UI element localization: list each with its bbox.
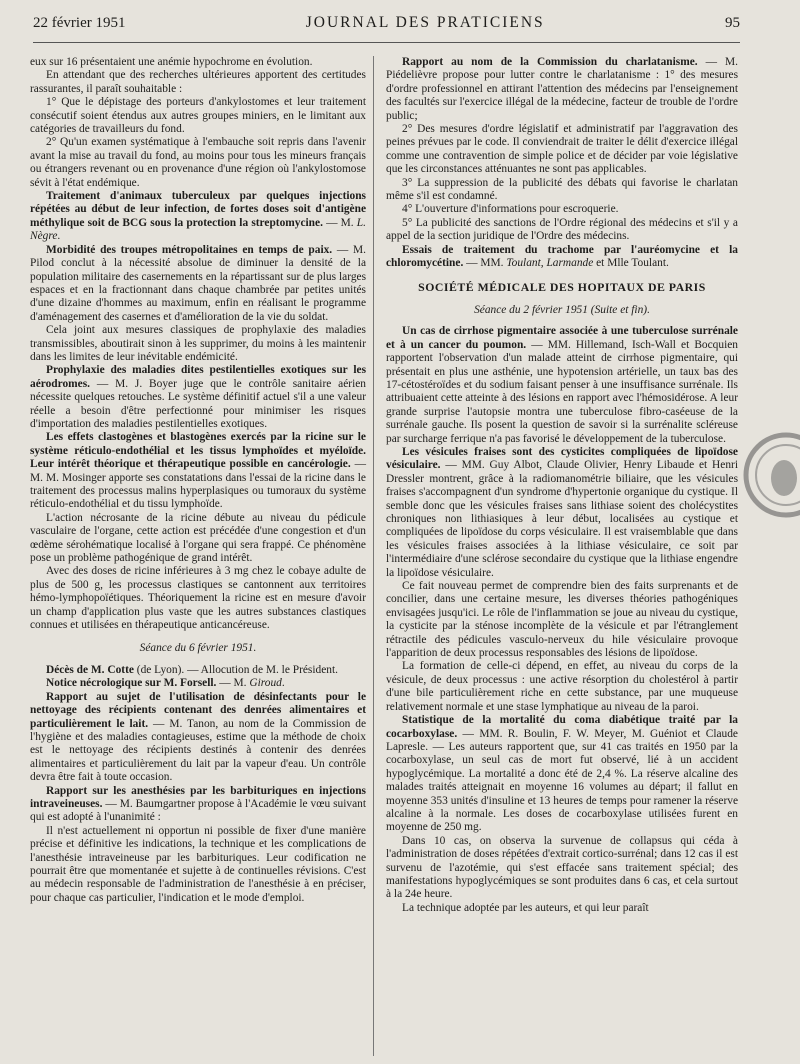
section-heading: SOCIÉTÉ MÉDICALE DES HOPITAUX DE PARIS	[418, 279, 706, 294]
paragraph-text: Il n'est actuellement ni opportun ni possible de fixer d'une manière précise et définitive les indications, la technique et les complications de l'anesthésie intraveineuse par les barbituriques. Leur codification ne pourrait être que momentanée et sujette à de continuelles révisions. C'est au médecin responsable de l'administration de l'anesthésie à en préciser, pour chaque cas particulier, l'indication et le mode d'emploi.	[30, 824, 366, 904]
paragraph	[386, 902, 738, 915]
paragraph-title: Décès de M. Cotte	[46, 663, 134, 676]
paragraph-text: En attendant que des recherches ultérieures apportent des certitudes rassurantes, il paraît souhaitable :	[30, 69, 366, 95]
paragraph-title: Les vésicules fraises sont des cysticites compliquées de lipoïdose vésiculaire.	[386, 445, 738, 472]
paragraph-title: Essais de traitement du trachome par l'auréomycine et la chloromycétine.	[386, 243, 738, 270]
paragraph-text: — M. Tanon, au nom de la Commission de l'hygiène et des maladies contagieuses, estime que la méthode de choix est le nettoyage des récipients destinés à contenir des denrées alimentaires et particulièrement du lait par la vapeur d'eau. Un contrôle devra être fait à toute occasion.	[30, 717, 367, 784]
paragraph	[386, 217, 738, 244]
paragraph	[30, 825, 366, 905]
paragraph	[30, 190, 366, 244]
paragraph-text: et Mlle Toulant.	[593, 257, 669, 270]
paragraph-title: Rapport au nom de la Commission du charlatanisme.	[402, 56, 698, 68]
paragraph-text: — MM. Guy Albot, Claude Olivier, Henry Libaude et Henri Dressler montrent, grâce à la radiomanométrie biliaire, que les vésicules fraises s'accompagnent d'un syndrome d'hypertonie organique du cystique. Il semble donc que les vésicules fraises sans lithiase soient des cholécystites chroniques non lithiasiques à leur début, localisées au cystique et compliquées de lipoïdose du corps vésiculaire. Il est vraisemblable que dans les vésicules fraises associées à la lithiase vésiculaire, ce soit par l'intermédiaire d'une sclérose secondaire du cystique que la lithiase engendre la lipoïdose vésiculaire.	[386, 459, 738, 579]
paragraph-title: Rapport sur les anesthésies par les barbituriques en injections intraveineuses.	[30, 784, 366, 810]
paragraph-text: 2° Qu'un examen systématique à l'embauche soit repris dans l'avenir avant la mise au travail du fond, au moins pour tous les mineurs français ou étrangers revenant ou en provenance d'une région où l'ankylostomose sévit à l'état endémique.	[30, 136, 366, 189]
paragraph-title: Rapport au sujet de l'utilisation de désinfectants pour le nettoyage des récipients contenant des denrées alimentaires et particulièrement le lait.	[30, 690, 366, 730]
paragraph-title: Notice nécrologique sur M. Forsell.	[46, 677, 217, 690]
paragraph	[386, 325, 738, 446]
header-title: JOURNAL DES PRATICIENS	[305, 14, 545, 31]
paragraph-title: Traitement d'animaux tuberculeux par quelques injections répétées au début de leur infection, de fortes doses soit d'antigène méthylique soit de BCG sous la protection la streptomycine.	[30, 190, 366, 229]
paragraph	[30, 364, 366, 431]
header-date: 22 février 1951	[33, 15, 126, 31]
paragraph-text: — M.	[322, 216, 357, 229]
paragraph-text: 4° L'ouverture d'informations pour escroquerie.	[402, 203, 619, 216]
paragraph-text: — M. Baumgartner propose à l'Académie le vœu suivant qui est adopté à l'unanimité :	[30, 797, 366, 824]
paragraph-text: Cela joint aux mesures classiques de prophylaxie des maladies transmissibles, aboutirait sinon à les supprimer, du moins à les maintenir dans les limites de leur inévitable endémicité.	[30, 324, 366, 363]
paragraph	[386, 835, 738, 902]
paragraph-text: Avec des doses de ricine inférieures à 3 mg chez le cobaye adulte de plus de 500 g, les processus clastiques se cantonnent aux territoires hémo-lymphopoïétiques. Théoriquement la ricine est en mesure d'avoir un champ d'application plus vaste que les autres substances clastiques connues et utilisées en thérapeutique anticancéreuse.	[30, 565, 366, 632]
paragraph-text: (de Lyon). — Allocution de M. le Président.	[133, 663, 338, 676]
session-date: Séance du 6 février 1951.	[139, 642, 257, 655]
paragraph	[30, 96, 366, 136]
paragraph	[386, 123, 738, 177]
paragraph	[30, 136, 366, 190]
paragraph-text: — M. M. Mosinger apporte ses constatations dans l'essai de la ricine dans le traitement des processus malins hyperplasiques ou tumoraux du système réticulo-endothélial et du tissu lymphoïde.	[30, 458, 366, 511]
paragraph	[30, 664, 366, 677]
session-heading	[386, 304, 738, 317]
paragraph	[30, 244, 366, 324]
paragraph	[30, 324, 366, 364]
right-column	[386, 56, 738, 915]
paragraph-text: .	[281, 677, 285, 690]
paragraph-text: eux sur 16 présentaient une anémie hypochrome en évolution.	[30, 56, 313, 68]
paragraph-text: 2° Des mesures d'ordre législatif et administratif par l'aggravation des peines prévues par le code. Il conviendrait de traiter le délit d'exercice illégal comme une contravention de simple police et de décider par voie législative que les circonstances atténuantes ne sont pas applicables.	[386, 123, 738, 176]
paragraph-title: Morbidité des troupes métropolitaines en temps de paix.	[46, 243, 333, 256]
paragraph	[30, 677, 366, 690]
paragraph-title: Prophylaxie des maladies dites pestilentielles exotiques sur les aérodromes.	[30, 364, 366, 390]
left-column	[30, 56, 366, 905]
header-page-number: 95	[724, 15, 740, 31]
paragraph-text: — MM. Hillemand, Isch-Wall et Bocquien rapportent l'observation d'un malade atteint de cirrhose pigmentaire, qui présentait en plus une asthénie, une hypotension artérielle, un taux bas des 17-cétostéroïdes et du sodium faisant penser à une insuffisance surrénale. Ils attribuaient cette atteinte à des lésions en rapport avec l'hémosidérose. A leur grande surprise l'autopsie montra une tuberculose fibro-caséeuse de la surrénale gauche. Ils posent la question de savoir si la surrénalite scléreuse par surcharge ferrique n'a pas favorisé le développement de la tuberculose.	[386, 338, 738, 445]
paragraph-text: — MM. R. Boulin, F. W. Meyer, M. Guéniot et Claude Lapresle. — Les auteurs rapportent que, sur 41 cas traités en 1950 par la cocarboxylase, un seul cas de mort fut observé, lié à un accident hypoglycémique. La mortalité a donc été de 2,4 %. La réserve alcaline des malades traités atteignait en moyenne 16 volumes au départ; il fallut en moyenne 353 unités d'insuline et 13 heures de temps pour ramener la réserve alcaline à la normale. Les doses de cocarboxylase utilisées furent en moyenne de 250 mg.	[386, 727, 738, 834]
paragraph-title: Les effets clastogènes et blastogènes exercés par la ricine sur le système réticulo-endothélial et les tissus lymphoïdes et myéloïde. Leur intérêt théorique et thérapeutique possible en cancérologie.	[30, 431, 366, 471]
paragraph	[30, 512, 366, 566]
session-date: Séance du 2 février 1951 (Suite et fin).	[474, 303, 650, 316]
paragraph-text: .	[57, 230, 61, 243]
paragraph	[386, 203, 738, 216]
paragraph	[30, 69, 366, 96]
running-header	[33, 14, 740, 43]
paragraph-text: La formation de celle-ci dépend, en effet, au niveau du corps de la vésicule, de deux processus : une active résorption du cholestérol à partir d'une bile particulièrement riche en cette substance, par une muqueuse relativement normale et une stase lymphatique au niveau de la paroi.	[386, 660, 738, 713]
paragraph	[386, 660, 738, 714]
paragraph-text: — M. Pilod conclut à la nécessité absolue de diminuer la densité de la population militaire des casernements en la répartissant sur de plus larges espaces et en la fractionnant dans chaque chambrée par petites unités d'une dizaine d'hommes au maximum, enfin en réalisant le programme d'aménagement des casernes et d'amélioration de la vie du soldat.	[30, 243, 367, 323]
paragraph	[386, 714, 738, 835]
paragraph-text: 3° La suppression de la publicité des débats qui favorise le charlatan même s'il est condamné.	[386, 176, 738, 203]
paragraph-text: — M. J. Boyer juge que le contrôle sanitaire aérien nécessite quelques retouches. Le système définitif actuel s'il a une valeur réelle a besoin d'être perfectionné pour minimiser les risques d'importation des maladies pestilentielles exotiques.	[30, 377, 366, 430]
paragraph	[386, 446, 738, 580]
paragraph-text: La technique adoptée par les auteurs, et qui leur paraît	[402, 901, 649, 914]
paragraph	[386, 580, 738, 660]
paragraph	[30, 56, 366, 69]
author-name: Giroud	[249, 677, 282, 690]
paragraph-text: — M. Piédelièvre propose pour lutter contre le charlatanisme : 1° des mesures d'ordre professionnel en attirant l'attention des médecins par l'enseignement des facultés sur l'exercice illégal de la médecine, facteur de trouble de l'ordre public;	[386, 56, 738, 122]
paragraph-text: 1° Que le dépistage des porteurs d'ankylostomes et leur traitement consécutif soient étendus aux autres groupes miniers, en le limitant aux catégories de travailleurs du fond.	[30, 96, 366, 136]
paragraph-title: Un cas de cirrhose pigmentaire associée à une tuberculose surrénale et à un cancer du poumon.	[386, 325, 738, 351]
paragraph	[386, 177, 738, 204]
column-divider	[373, 56, 374, 1056]
paragraph-text: — MM.	[463, 257, 507, 270]
session-heading	[30, 642, 366, 655]
paragraph	[386, 56, 738, 123]
paragraph-text: 5° La publicité des sanctions de l'Ordre régional des médecins et s'il y a appel de la section juridique de l'Ordre des médecins.	[386, 216, 738, 243]
paragraph-text: Dans 10 cas, on observa la survenue de collapsus qui céda à l'administration de doses répétées d'extrait cortico-surrénal; dans 12 cas il est survenu de l'azotémie, qui s'est effacée sans traitement spécial; des manifestations hypoglycémiques se sont produites dans 6 cas, et cela surtout à la 24e heure.	[386, 834, 738, 901]
paragraph-text: — M.	[216, 677, 250, 690]
library-stamp	[742, 410, 800, 540]
paragraph-text: L'action nécrosante de la ricine débute au niveau du pédicule vasculaire de l'organe, cette action est précédée d'une congestion et d'un œdème sérohématique localisé à l'organe qui sera frappé. Ce phénomène pose un problème pathogénique de grand intérêt.	[30, 511, 366, 565]
paragraph	[30, 691, 366, 785]
paragraph	[30, 785, 366, 825]
author-name: L. Nègre	[30, 216, 366, 243]
paragraph	[30, 431, 366, 511]
author-name: Toulant, Larmande	[506, 257, 594, 270]
paragraph	[386, 244, 738, 271]
paragraph-text: Ce fait nouveau permet de comprendre bien des faits surprenants et de concilier, dans une certaine mesure, les diverses théories pathogéniques envisagées jusqu'ici. Le rôle de l'inflammation se joue au niveau du cystique, la cysticite par la sténose incomplète de la vésicule et par l'étranglement rétractile des pédicules vasculo-nerveux du hile vésiculaire provoque l'apparition de deux processus responsables des lésions de lipoïdose.	[386, 580, 738, 660]
paragraph	[30, 565, 366, 632]
paragraph-title: Statistique de la mortalité du coma diabétique traité par la cocarboxylase.	[386, 714, 738, 740]
